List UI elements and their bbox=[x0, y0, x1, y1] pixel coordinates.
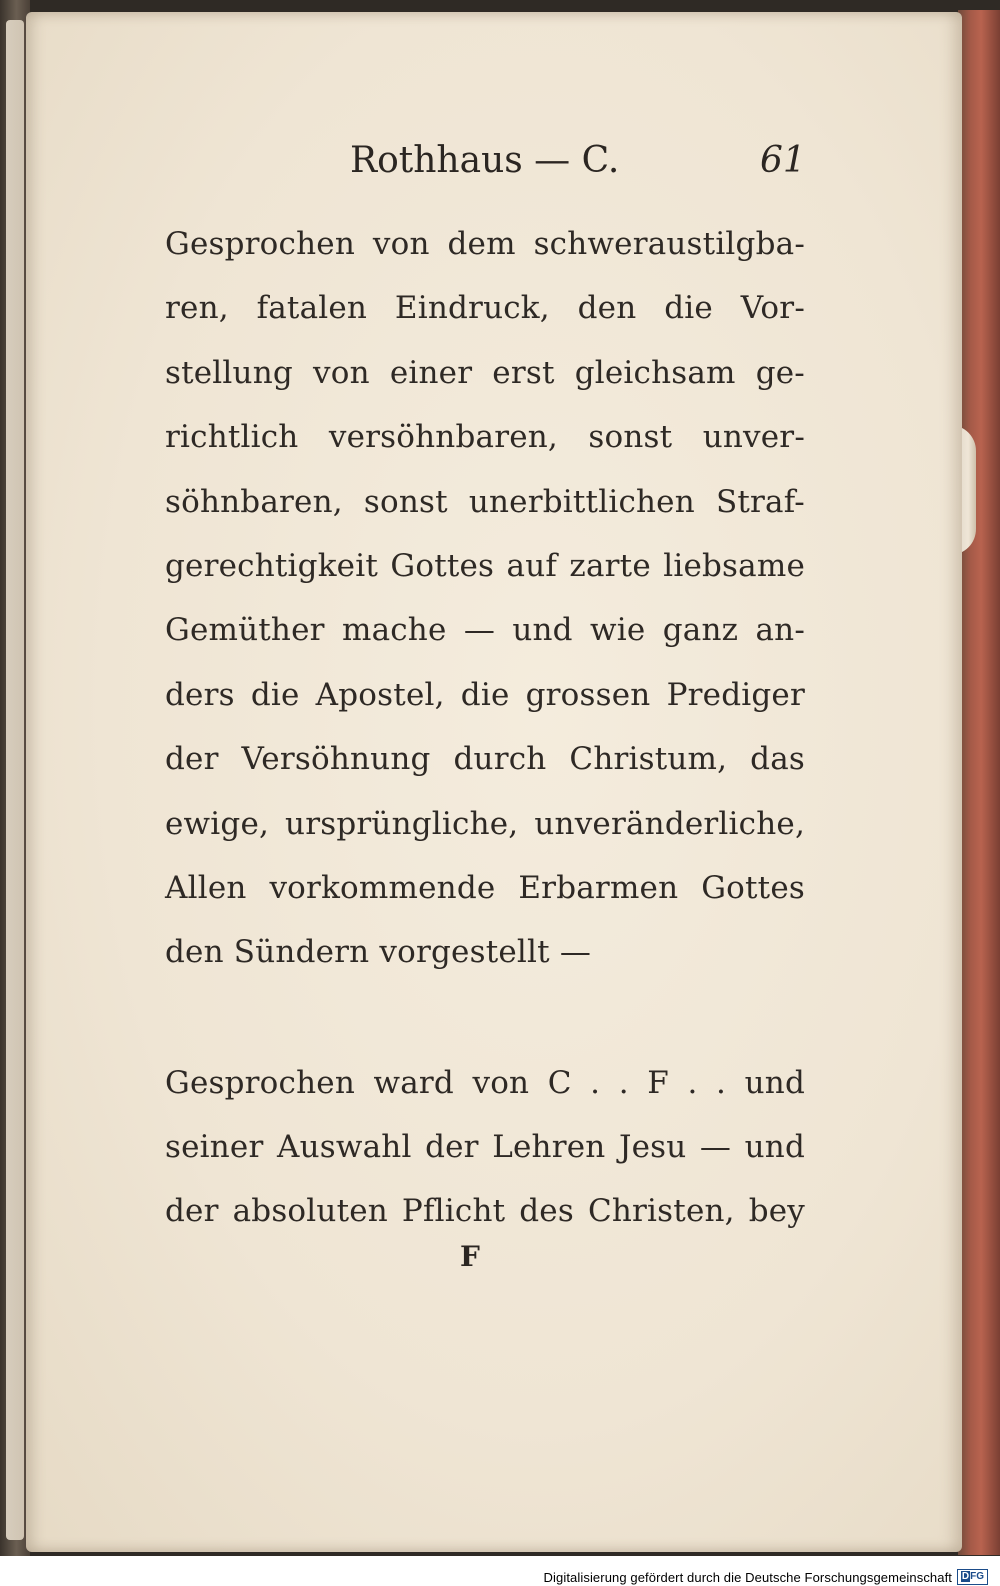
text-line: Allen vorkommende Erbarmen Gottes bbox=[165, 869, 805, 906]
text-line: ders die Apostel, die grossen Prediger bbox=[165, 676, 805, 713]
text-line: der Versöhnung durch Christum, das bbox=[165, 741, 805, 778]
text-line: ewige, ursprüngliche, unveränderliche, bbox=[165, 805, 805, 842]
text-line: Gesprochen ward von C . . F . . und bbox=[165, 1064, 805, 1101]
text-line: richtlich versöhnbaren, sonst unver- bbox=[165, 419, 805, 456]
running-head: Rothhaus — C. bbox=[350, 140, 620, 181]
text-line: Gemüther mache — und wie ganz an- bbox=[165, 612, 805, 649]
text-line: söhnbaren, sonst unerbittlichen Straf- bbox=[165, 483, 805, 520]
paragraph-gap bbox=[165, 985, 805, 1051]
dfg-logo: DFG bbox=[957, 1569, 988, 1585]
catchword: F bbox=[460, 1240, 480, 1273]
text-line: den Sündern vorgestellt — bbox=[165, 934, 592, 971]
text-line: Gesprochen von dem schweraustilgba- bbox=[165, 226, 805, 262]
text-line: der absoluten Pflicht des Christen, bey bbox=[165, 1193, 805, 1230]
text-line: ren, fatalen Eindruck, den die Vor- bbox=[165, 290, 805, 327]
body-text bbox=[165, 212, 805, 1244]
text-line: seiner Auswahl der Lehren Jesu — und bbox=[165, 1129, 805, 1166]
text-line: stellung von einer erst gleichsam ge- bbox=[165, 354, 805, 391]
text-line: gerechtigkeit Gottes auf zarte liebsame bbox=[165, 547, 805, 584]
funding-credit: Digitalisierung gefördert durch die Deutsche Forschungsgemeinschaft bbox=[543, 1570, 952, 1585]
page-number: 61 bbox=[760, 140, 806, 181]
